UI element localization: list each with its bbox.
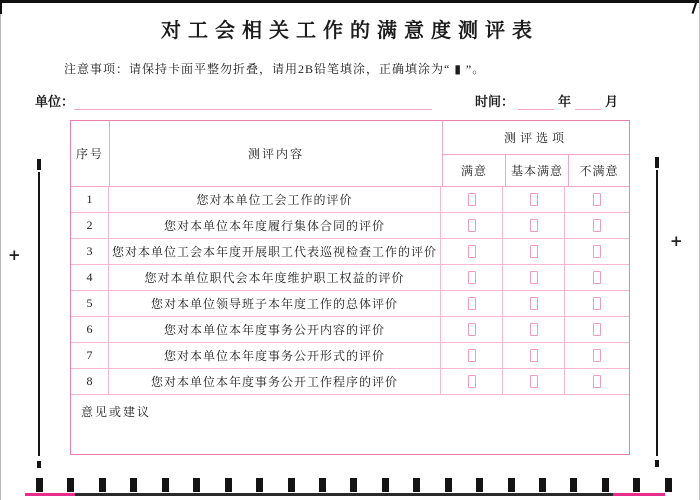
form-title: 对工会相关工作的满意度测评表 xyxy=(161,20,539,42)
right-registration-dash xyxy=(655,157,659,168)
timing-mark xyxy=(445,478,452,492)
suggestions-area[interactable] xyxy=(71,395,629,454)
fill-bubble-basically-satisfied[interactable] xyxy=(530,245,538,258)
bubble-cell-dissatisfied xyxy=(565,265,629,290)
bottom-timing-marks xyxy=(36,478,672,492)
bubble-cell-dissatisfied xyxy=(565,213,629,238)
timing-mark xyxy=(539,478,546,492)
header-option-satisfied: 满意 xyxy=(443,155,506,186)
fill-bubble-dissatisfied[interactable] xyxy=(593,219,601,232)
fill-bubble-satisfied[interactable] xyxy=(468,271,476,284)
row-number: 8 xyxy=(71,369,109,394)
bubble-cell-basically-satisfied xyxy=(503,317,565,342)
scan-left-border-dark-tip xyxy=(0,0,2,14)
table-row xyxy=(71,317,629,343)
bubble-cell-dissatisfied xyxy=(565,369,629,394)
header-options-row xyxy=(443,155,629,186)
bubble-cell-satisfied xyxy=(441,291,503,316)
fill-bubble-basically-satisfied[interactable] xyxy=(530,297,538,310)
scan-top-border xyxy=(0,0,700,3)
fill-bubble-basically-satisfied[interactable] xyxy=(530,349,538,362)
fill-bubble-basically-satisfied[interactable] xyxy=(530,375,538,388)
row-number: 7 xyxy=(71,343,109,368)
year-label: 年 xyxy=(557,94,571,109)
row-content: 您对本单位领导班子本年度工作的总体评价 xyxy=(109,291,441,316)
fill-bubble-dissatisfied[interactable] xyxy=(593,245,601,258)
row-content: 您对本单位职代会本年度维护职工权益的评价 xyxy=(109,265,441,290)
timing-mark xyxy=(225,478,232,492)
fill-bubble-dissatisfied[interactable] xyxy=(593,323,601,336)
timing-mark xyxy=(350,478,357,492)
row-number: 5 xyxy=(71,291,109,316)
row-number: 4 xyxy=(71,265,109,290)
fill-bubble-basically-satisfied[interactable] xyxy=(530,219,538,232)
bubble-cell-basically-satisfied xyxy=(503,239,565,264)
bubble-cell-dissatisfied xyxy=(565,187,629,212)
left-registration-dash xyxy=(37,159,41,170)
fill-bubble-basically-satisfied[interactable] xyxy=(530,271,538,284)
fill-bubble-satisfied[interactable] xyxy=(468,297,476,310)
timing-mark xyxy=(570,478,577,492)
bubble-cell-basically-satisfied xyxy=(503,213,565,238)
row-content: 您对本单位工会工作的评价 xyxy=(109,187,441,212)
bubble-cell-basically-satisfied xyxy=(503,343,565,368)
header-options-group xyxy=(443,121,629,186)
timing-mark xyxy=(193,478,200,492)
table-header xyxy=(71,121,629,187)
header-option-basically-satisfied: 基本满意 xyxy=(506,155,569,186)
timing-mark xyxy=(130,478,137,492)
timing-mark xyxy=(413,478,420,492)
bubble-cell-dissatisfied xyxy=(565,291,629,316)
bubble-cell-dissatisfied xyxy=(565,343,629,368)
timing-mark xyxy=(665,478,672,492)
month-input[interactable] xyxy=(575,94,601,110)
table-row xyxy=(71,239,629,265)
row-number: 6 xyxy=(71,317,109,342)
header-option-dissatisfied: 不满意 xyxy=(579,164,619,178)
fill-bubble-dissatisfied[interactable] xyxy=(593,193,601,206)
bubble-cell-satisfied xyxy=(441,369,503,394)
header-content: 测评内容 xyxy=(110,121,443,186)
left-registration-line xyxy=(38,172,40,456)
bubble-cell-satisfied xyxy=(441,187,503,212)
fill-bubble-satisfied[interactable] xyxy=(468,375,476,388)
fill-bubble-satisfied[interactable] xyxy=(468,349,476,362)
bubble-cell-basically-satisfied xyxy=(503,291,565,316)
fill-bubble-dissatisfied[interactable] xyxy=(593,297,601,310)
timing-mark xyxy=(633,478,640,492)
bubble-cell-dissatisfied xyxy=(565,317,629,342)
scan-left-border xyxy=(0,0,1,500)
bubble-cell-basically-satisfied xyxy=(503,369,565,394)
bubble-cell-satisfied xyxy=(441,265,503,290)
right-registration-dot xyxy=(655,460,659,467)
bubble-cell-satisfied xyxy=(441,317,503,342)
row-number: 3 xyxy=(71,239,109,264)
timing-mark xyxy=(476,478,483,492)
year-input[interactable] xyxy=(518,94,554,110)
row-content: 您对本单位工会本年度开展职工代表巡视检查工作的评价 xyxy=(109,239,441,264)
left-crosshair-mark: + xyxy=(8,246,21,264)
bottom-edge-dark xyxy=(75,493,613,496)
notice-text: 注意事项：请保持卡面平整勿折叠，请用2B铅笔填涂，正确填涂为“ ▮ ”。 xyxy=(64,62,486,76)
timing-mark xyxy=(99,478,106,492)
fill-bubble-basically-satisfied[interactable] xyxy=(530,193,538,206)
table-row xyxy=(71,265,629,291)
timing-mark xyxy=(256,478,263,492)
left-registration-dot xyxy=(37,461,41,468)
table-row xyxy=(71,369,629,395)
timing-mark xyxy=(382,478,389,492)
row-content: 您对本单位本年度事务公开内容的评价 xyxy=(109,317,441,342)
fill-bubble-dissatisfied[interactable] xyxy=(593,349,601,362)
fill-bubble-basically-satisfied[interactable] xyxy=(530,323,538,336)
table-row xyxy=(71,187,629,213)
fill-bubble-satisfied[interactable] xyxy=(468,245,476,258)
bubble-cell-basically-satisfied xyxy=(503,187,565,212)
row-content: 您对本单位本年度事务公开形式的评价 xyxy=(109,343,441,368)
fill-bubble-satisfied[interactable] xyxy=(468,323,476,336)
timing-mark xyxy=(288,478,295,492)
month-label: 月 xyxy=(604,94,618,109)
bottom-edge-magenta-right xyxy=(613,493,665,496)
bottom-edge-magenta-left xyxy=(25,493,75,496)
timing-mark xyxy=(36,478,43,492)
unit-label: 单位： xyxy=(35,94,75,109)
table-row xyxy=(71,213,629,239)
unit-input[interactable] xyxy=(74,94,432,110)
right-crosshair-mark: + xyxy=(670,232,683,250)
header-options-title: 测评选项 xyxy=(443,121,629,155)
time-label: 时间： xyxy=(474,94,514,109)
bubble-cell-satisfied xyxy=(441,213,503,238)
fill-bubble-satisfied[interactable] xyxy=(468,219,476,232)
row-number: 2 xyxy=(71,213,109,238)
header-index: 序号 xyxy=(71,121,110,186)
right-registration-line xyxy=(656,170,658,456)
fill-bubble-satisfied[interactable] xyxy=(468,193,476,206)
timing-mark xyxy=(319,478,326,492)
fill-bubble-dissatisfied[interactable] xyxy=(593,271,601,284)
evaluation-table xyxy=(70,120,630,455)
suggestions-label: 意见或建议 xyxy=(81,405,152,419)
row-content: 您对本单位本年度事务公开工作程序的评价 xyxy=(109,369,441,394)
bubble-cell-dissatisfied xyxy=(565,239,629,264)
timing-mark xyxy=(162,478,169,492)
table-row xyxy=(71,291,629,317)
row-number: 1 xyxy=(71,187,109,212)
timing-mark xyxy=(67,478,74,492)
timing-mark xyxy=(508,478,515,492)
bubble-cell-basically-satisfied xyxy=(503,265,565,290)
unit-time-row xyxy=(35,90,618,110)
row-content: 您对本单位本年度履行集体合同的评价 xyxy=(109,213,441,238)
bubble-cell-satisfied xyxy=(441,239,503,264)
bubble-cell-satisfied xyxy=(441,343,503,368)
table-row xyxy=(71,343,629,369)
timing-mark xyxy=(602,478,609,492)
fill-bubble-dissatisfied[interactable] xyxy=(593,375,601,388)
